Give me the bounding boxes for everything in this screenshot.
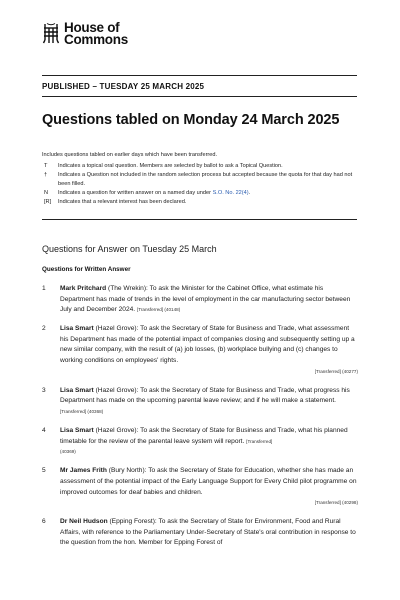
top-divider (42, 75, 357, 76)
legend-divider (42, 219, 357, 220)
question-item (42, 386, 358, 418)
question-tag: [Transferred] (40368) (60, 408, 104, 414)
question-id: (40369) (60, 449, 76, 455)
constituency: (Epping Forest): (109, 518, 157, 526)
sub-title: Questions for Written Answer (42, 266, 131, 273)
member-name: Mark Pritchard (60, 285, 107, 292)
question-number: 4 (42, 427, 46, 435)
member-name: Dr Neil Hudson (60, 518, 108, 526)
question-number: 5 (42, 467, 46, 475)
legend-item (42, 162, 362, 171)
question-number: 1 (42, 285, 46, 292)
legend-text-wrap (58, 189, 362, 198)
logo-line-2: Commons (64, 32, 128, 47)
legend-text-after: . (248, 190, 251, 196)
published-divider (42, 96, 357, 97)
question-text: To ask the Secretary of State for Education, whether she has made an assessment of the potential impact of the Early Language Support for Every Child pilot programme on improved outcomes for deaf babies and children. (60, 467, 357, 496)
member-name: Lisa Smart (60, 427, 94, 435)
question-tag: [Transferred] (246, 438, 273, 444)
legend-text: Indicates a Question not included in the random selection process but accepted because the quota for that day had not been filled. (58, 172, 353, 187)
question-number: 3 (42, 386, 46, 394)
question-text: To ask the Secretary of State for Business and Trade, what progress his Department has made on the upcoming parental leave review; and if he will make a statement. (60, 386, 350, 405)
legend-text: Indicates a question for written answer on a named day under (58, 190, 211, 196)
member-name: Lisa Smart (60, 386, 94, 394)
question-item (42, 517, 358, 549)
constituency: (Hazel Grove): (95, 427, 139, 435)
legend-symbol: † (44, 172, 48, 178)
logo-line-1: House of (64, 20, 120, 35)
question-tag: [Transferred] (40298) (314, 500, 358, 506)
question-text: To ask the Minister for the Cabinet Office, what estimate his Department has made of trends in the level of employment in the car manufacturing sector between July and December 2024. (60, 285, 351, 314)
question-tag: [Transferred] (40277) (314, 368, 358, 374)
member-name: Lisa Smart (60, 325, 94, 333)
question-text: To ask the Secretary of State for Business and Trade, what assessment his Department has made of the potential impact of companies closing and subsequently setting up a new similar company, with the result of (a) job losses, (b) workplace bullying and (c) changes to working conditions on employees' rights. (60, 325, 355, 365)
question-list (42, 284, 358, 557)
question-tag: [Transferred] (40148) (136, 307, 181, 313)
member-name: Mr James Frith (60, 467, 107, 475)
constituency: (The Wrekin): (108, 285, 148, 292)
legend-text: Indicates that a relevant interest has been declared. (58, 199, 187, 205)
section-title: Questions for Answer on Tuesday 25 March (42, 244, 217, 254)
page-title: Questions tabled on Monday 24 March 2025 (42, 112, 340, 128)
legend-item (42, 189, 362, 198)
question-text: To ask the Secretary of State for Environment, Food and Rural Affairs, with reference to the Parliamentary Under-Secretary of State's oral contribution in response to the question from the hon. Member for Epping Forest of (60, 518, 356, 547)
legend-intro: Includes questions tabled on earlier days which have been transferred. (42, 152, 218, 158)
question-item (42, 284, 358, 316)
legend-text: Indicates a topical oral question. Members are selected by ballot to ask a Topical Question. (58, 163, 283, 169)
question-number: 6 (42, 518, 46, 526)
question-text: To ask the Secretary of State for Business and Trade, what his planned timetable for the review of the parental leave system will report. (60, 427, 348, 445)
standing-order-link[interactable]: S.O. No. 22(4) (212, 190, 249, 196)
house-of-commons-logo (42, 22, 128, 46)
legend-item (42, 171, 362, 189)
question-item (42, 324, 358, 377)
question-item (42, 426, 358, 458)
legend-item (42, 198, 362, 207)
legend-symbol: N (44, 190, 49, 196)
constituency: (Hazel Grove): (95, 386, 139, 394)
published-date: PUBLISHED – TUESDAY 25 MARCH 2025 (42, 82, 205, 91)
legend (42, 151, 362, 207)
constituency: (Hazel Grove): (95, 325, 139, 333)
legend-symbol: T (44, 163, 48, 169)
constituency: (Bury North): (108, 467, 147, 475)
portcullis-icon (42, 22, 60, 44)
question-number: 2 (42, 325, 46, 333)
question-item (42, 466, 358, 508)
legend-symbol: [R] (44, 199, 52, 205)
